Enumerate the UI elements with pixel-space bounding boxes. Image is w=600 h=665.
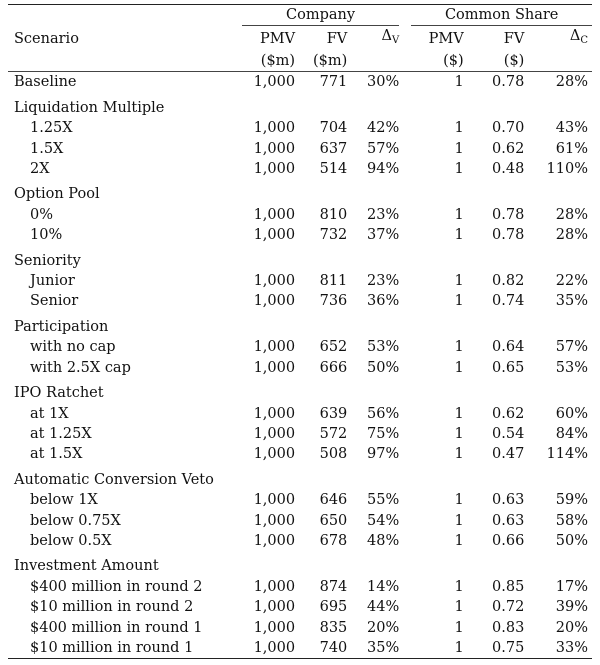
table-row: [8, 444, 592, 464]
company-delta-cell: 23%: [367, 206, 400, 223]
unit-header-row: [8, 51, 592, 72]
company-pmv-cell: 1,000: [253, 532, 296, 549]
row-label: at 1.25X: [30, 425, 92, 442]
section-title-row: [8, 551, 592, 576]
common-delta-cell: 61%: [555, 140, 588, 157]
column-header-row: [8, 26, 592, 52]
table-row: [8, 271, 592, 291]
company-pmv-cell: 1,000: [253, 405, 296, 422]
common-delta-cell: 28%: [555, 227, 588, 244]
common-delta-cell: 114%: [546, 446, 588, 463]
common-delta-cell: 28%: [555, 74, 588, 91]
table-row: [8, 424, 592, 444]
baseline-row: [8, 72, 592, 92]
row-label: Baseline: [14, 74, 77, 91]
row-label: below 0.75X: [30, 512, 121, 529]
common-delta-cell: 110%: [546, 161, 588, 178]
common-delta-cell: 58%: [555, 512, 588, 529]
row-label: 10%: [30, 227, 63, 244]
common-delta-cell: 53%: [555, 359, 588, 376]
company-fv-cell: 835: [319, 619, 348, 636]
common-fv-cell: 0.85: [492, 578, 525, 595]
company-delta-cell: 97%: [367, 446, 400, 463]
common-pmv-header: PMV: [428, 30, 464, 47]
common-share-group-header: Common Share: [411, 5, 592, 26]
row-label: 1.25X: [30, 120, 73, 137]
common-pmv-cell: 1: [454, 619, 464, 636]
common-fv-cell: 0.82: [492, 273, 525, 290]
company-delta-cell: 55%: [367, 492, 400, 509]
section-title-row: [8, 465, 592, 490]
company-delta-cell: 35%: [367, 639, 400, 656]
company-pmv-cell: 1,000: [253, 293, 296, 310]
company-group-header: Company: [242, 5, 399, 26]
company-pmv-cell: 1,000: [253, 227, 296, 244]
company-delta-cell: 75%: [367, 425, 400, 442]
table-row: [8, 490, 592, 510]
company-pmv-cell: 1,000: [253, 120, 296, 137]
section-title: Option Pool: [14, 186, 100, 203]
company-delta-cell: 48%: [367, 532, 400, 549]
common-delta-header: $\Delta_C$: [569, 28, 588, 47]
common-fv-cell: 0.63: [492, 512, 525, 529]
company-pmv-cell: 1,000: [253, 359, 296, 376]
company-delta-cell: 44%: [367, 599, 400, 616]
table-row: [8, 337, 592, 357]
common-fv-cell: 0.54: [492, 425, 525, 442]
common-delta-cell: 17%: [555, 578, 588, 595]
common-fv-unit: ($): [503, 53, 525, 70]
company-fv-cell: 508: [319, 446, 348, 463]
table-row: [8, 205, 592, 225]
company-fv-cell: 874: [319, 578, 348, 595]
company-pmv-cell: 1,000: [253, 206, 296, 223]
scenario-table: [8, 4, 592, 659]
common-fv-cell: 0.74: [492, 293, 525, 310]
common-pmv-cell: 1: [454, 512, 464, 529]
company-pmv-cell: 1,000: [253, 140, 296, 157]
company-delta-cell: 14%: [367, 578, 400, 595]
table-row: [8, 225, 592, 245]
row-label: with 2.5X cap: [30, 359, 131, 376]
common-fv-cell: 0.62: [492, 140, 525, 157]
common-pmv-cell: 1: [454, 120, 464, 137]
common-fv-cell: 0.64: [492, 339, 525, 356]
common-fv-cell: 0.78: [492, 227, 525, 244]
company-delta-cell: 42%: [367, 120, 400, 137]
common-fv-cell: 0.75: [492, 639, 525, 656]
common-delta-cell: 60%: [555, 405, 588, 422]
company-fv-cell: 650: [319, 512, 348, 529]
company-pmv-unit: ($m): [260, 53, 296, 70]
common-delta-cell: 28%: [555, 206, 588, 223]
company-delta-cell: 54%: [367, 512, 400, 529]
common-pmv-cell: 1: [454, 161, 464, 178]
row-label: Junior: [30, 273, 75, 290]
row-label: $400 million in round 2: [30, 578, 203, 595]
company-delta-cell: 57%: [367, 140, 400, 157]
common-pmv-cell: 1: [454, 405, 464, 422]
row-label: with no cap: [30, 339, 116, 356]
section-title-row: [8, 246, 592, 271]
row-label: 0%: [30, 206, 54, 223]
section-title: Participation: [14, 318, 109, 335]
section-title-row: [8, 179, 592, 204]
common-pmv-cell: 1: [454, 206, 464, 223]
common-delta-cell: 20%: [555, 619, 588, 636]
common-pmv-cell: 1: [454, 532, 464, 549]
common-pmv-cell: 1: [454, 446, 464, 463]
company-fv-cell: 771: [319, 74, 348, 91]
common-fv-cell: 0.66: [492, 532, 525, 549]
common-delta-cell: 22%: [555, 273, 588, 290]
common-delta-cell: 39%: [555, 599, 588, 616]
company-delta-cell: 50%: [367, 359, 400, 376]
table-row: [8, 291, 592, 311]
common-fv-cell: 0.47: [492, 446, 525, 463]
common-pmv-cell: 1: [454, 339, 464, 356]
section-title-row: [8, 93, 592, 118]
table-row: [8, 139, 592, 159]
common-pmv-cell: 1: [454, 599, 464, 616]
company-fv-cell: 740: [319, 639, 348, 656]
common-fv-cell: 0.70: [492, 120, 525, 137]
common-fv-cell: 0.83: [492, 619, 525, 636]
common-pmv-cell: 1: [454, 227, 464, 244]
row-label: $10 million in round 1: [30, 639, 194, 656]
row-label: below 0.5X: [30, 532, 112, 549]
company-delta-cell: 36%: [367, 293, 400, 310]
common-pmv-cell: 1: [454, 639, 464, 656]
company-delta-cell: 30%: [367, 74, 400, 91]
common-pmv-cell: 1: [454, 492, 464, 509]
table-row: [8, 618, 592, 638]
company-fv-cell: 652: [319, 339, 348, 356]
company-fv-cell: 704: [319, 120, 348, 137]
company-fv-cell: 678: [319, 532, 348, 549]
row-label: 2X: [30, 161, 50, 178]
company-pmv-cell: 1,000: [253, 339, 296, 356]
section-title: Investment Amount: [14, 558, 159, 575]
common-delta-cell: 57%: [555, 339, 588, 356]
company-pmv-cell: 1,000: [253, 619, 296, 636]
common-fv-cell: 0.62: [492, 405, 525, 422]
company-pmv-cell: 1,000: [253, 512, 296, 529]
row-label: Senior: [30, 293, 79, 310]
company-pmv-cell: 1,000: [253, 639, 296, 656]
company-fv-cell: 811: [319, 273, 348, 290]
section-title: Automatic Conversion Veto: [14, 471, 214, 488]
common-delta-cell: 59%: [555, 492, 588, 509]
table-row: [8, 159, 592, 179]
company-pmv-cell: 1,000: [253, 425, 296, 442]
company-fv-cell: 695: [319, 599, 348, 616]
common-pmv-cell: 1: [454, 293, 464, 310]
company-pmv-cell: 1,000: [253, 578, 296, 595]
company-pmv-cell: 1,000: [253, 446, 296, 463]
company-delta-cell: 37%: [367, 227, 400, 244]
company-pmv-cell: 1,000: [253, 161, 296, 178]
common-delta-cell: 35%: [555, 293, 588, 310]
company-fv-unit: ($m): [313, 53, 348, 70]
common-delta-cell: 84%: [555, 425, 588, 442]
common-pmv-cell: 1: [454, 140, 464, 157]
table-row: [8, 404, 592, 424]
section-title: IPO Ratchet: [14, 385, 104, 402]
company-fv-cell: 572: [319, 425, 348, 442]
company-fv-header: FV: [326, 30, 348, 47]
common-delta-cell: 43%: [555, 120, 588, 137]
section-title: Liquidation Multiple: [14, 99, 165, 116]
common-fv-cell: 0.48: [492, 161, 525, 178]
company-pmv-header: PMV: [260, 30, 296, 47]
common-pmv-cell: 1: [454, 273, 464, 290]
row-label: at 1.5X: [30, 446, 83, 463]
bottom-rule: [8, 659, 592, 660]
company-fv-cell: 637: [319, 140, 348, 157]
common-pmv-cell: 1: [454, 359, 464, 376]
company-fv-cell: 736: [319, 293, 348, 310]
row-label: $400 million in round 1: [30, 619, 203, 636]
company-pmv-cell: 1,000: [253, 273, 296, 290]
company-pmv-cell: 1,000: [253, 74, 296, 91]
company-fv-cell: 666: [319, 359, 348, 376]
company-delta-cell: 56%: [367, 405, 400, 422]
common-pmv-unit: ($): [443, 53, 464, 70]
table-row: [8, 638, 592, 659]
row-label: $10 million in round 2: [30, 599, 194, 616]
common-fv-cell: 0.78: [492, 74, 525, 91]
company-fv-cell: 514: [319, 161, 348, 178]
row-label: at 1X: [30, 405, 69, 422]
common-pmv-cell: 1: [454, 425, 464, 442]
section-title: Seniority: [14, 252, 81, 269]
company-fv-cell: 646: [319, 492, 348, 509]
company-delta-cell: 53%: [367, 339, 400, 356]
table-row: [8, 358, 592, 378]
company-fv-cell: 732: [319, 227, 348, 244]
common-pmv-cell: 1: [454, 74, 464, 91]
company-delta-header: $\Delta_V$: [381, 28, 400, 47]
common-fv-header: FV: [503, 30, 525, 47]
row-label: below 1X: [30, 492, 98, 509]
company-delta-cell: 20%: [367, 619, 400, 636]
table-row: [8, 531, 592, 551]
company-delta-cell: 23%: [367, 273, 400, 290]
table-row: [8, 577, 592, 597]
common-fv-cell: 0.78: [492, 206, 525, 223]
common-fv-cell: 0.63: [492, 492, 525, 509]
table-row: [8, 511, 592, 531]
section-title-row: [8, 378, 592, 403]
company-pmv-cell: 1,000: [253, 599, 296, 616]
company-fv-cell: 639: [319, 405, 348, 422]
section-title-row: [8, 312, 592, 337]
common-delta-cell: 50%: [555, 532, 588, 549]
company-delta-cell: 94%: [367, 161, 400, 178]
table-row: [8, 597, 592, 617]
common-fv-cell: 0.72: [492, 599, 525, 616]
company-fv-cell: 810: [319, 206, 348, 223]
common-pmv-cell: 1: [454, 578, 464, 595]
company-pmv-cell: 1,000: [253, 492, 296, 509]
common-fv-cell: 0.65: [492, 359, 525, 376]
group-header-row: [8, 5, 592, 26]
row-label: 1.5X: [30, 140, 64, 157]
common-delta-cell: 33%: [555, 639, 588, 656]
scenario-column-header: Scenario: [14, 30, 79, 47]
table-row: [8, 118, 592, 138]
